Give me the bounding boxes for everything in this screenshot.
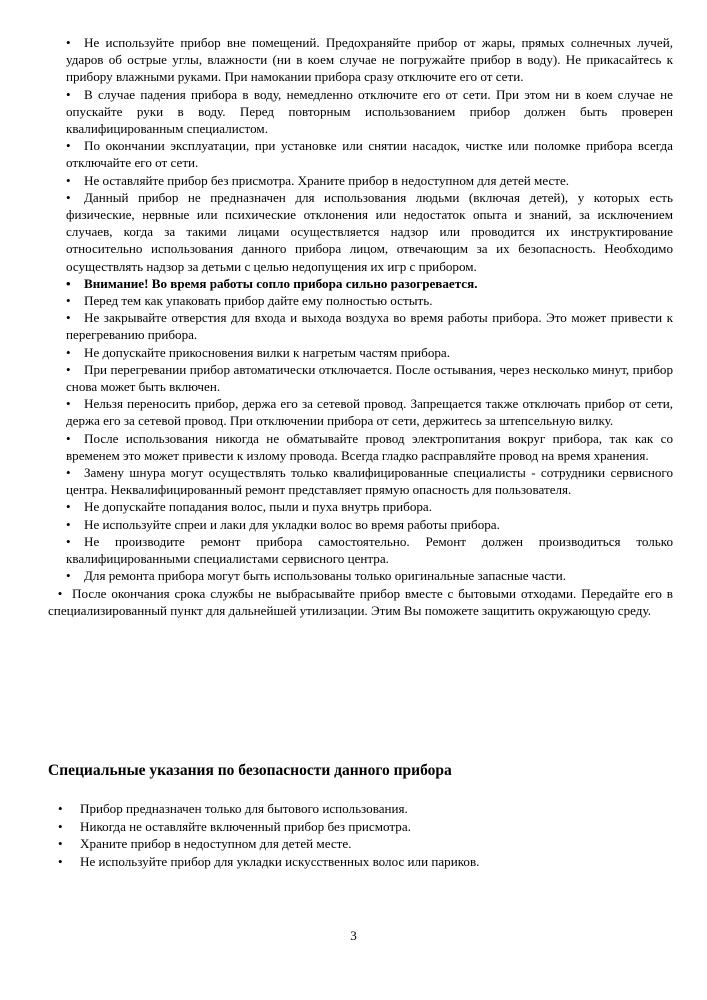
- special-instructions-list: [80, 800, 479, 870]
- list-item: • Никогда не оставляйте включенный прибор без присмотра.: [80, 818, 479, 836]
- warning-rule-text: Внимание! Во время работы сопло прибора сильно разогревается.: [84, 275, 478, 291]
- safety-rule: [66, 34, 673, 86]
- safety-rule: [66, 498, 673, 515]
- safety-rule: [66, 567, 673, 584]
- safety-rule-text: Замену шнура могут осуществлять только квалифицированные специалисты - сотрудники сервисного центра. Неквалифицированный ремонт представляет прямую опасность для пользователя.: [66, 465, 673, 498]
- safety-rule: [66, 395, 673, 429]
- bullet-icon: [66, 361, 84, 378]
- safety-rule-text: Не используйте прибор вне помещений. Предохраняйте прибор от жары, прямых солнечных лучей, ударов об острые углы, влажности (ни в коем случае не погружайте прибор в воду). Не прикасайтесь к прибору влажными руками. При намокании прибора сразу отключите его от сети.: [66, 35, 673, 85]
- bullet-icon: [66, 533, 84, 550]
- safety-rule: [66, 309, 673, 343]
- warning-rule: [66, 275, 673, 292]
- list-item: • Прибор предназначен только для бытового использования.: [80, 800, 479, 818]
- bullet-icon: [66, 34, 84, 51]
- safety-rule-text: Не производите ремонт прибора самостоятельно. Ремонт должен производиться только квалифицированными специалистами сервисного центра.: [66, 533, 673, 567]
- bullet-icon: [66, 344, 84, 361]
- safety-rule-text: Данный прибор не предназначен для использования людьми (включая детей), у которых есть физические, нервные или психические отклонения или недостаток опыта и знаний, за исключением случаев, когда за такими лицами осуществляется надзор или проводится их инструктирование относительно использования данного прибора лицом, отвечающим за их безопасность. Необходимо осуществлять надзор за детьми с целью недопущения их игр с прибором.: [66, 189, 673, 274]
- safety-rule-text: Не используйте спреи и лаки для укладки волос во время работы прибора.: [84, 516, 500, 532]
- safety-rule-text: При перегревании прибор автоматически отключается. После остывания, через несколько минут, прибор снова может быть включен.: [66, 361, 673, 395]
- safety-rule-text: Не оставляйте прибор без присмотра. Храните прибор в недоступном для детей месте.: [84, 172, 570, 188]
- bullet-icon: [66, 430, 84, 447]
- safety-rule-text: По окончании эксплуатации, при установке или снятии насадок, чистке или поломке прибора всегда отключайте его от сети.: [66, 138, 673, 171]
- bullet-icon: [66, 395, 84, 412]
- bullet-icon: [66, 86, 84, 103]
- safety-rule: [66, 516, 673, 533]
- bullet-icon: [66, 309, 84, 326]
- bullet-icon: [66, 567, 84, 584]
- disposal-rule-text: После окончания срока службы не выбрасывайте прибор вместе с бытовыми отходами. Передайте его в специализированный пункт для дальнейшей утилизации. Этим Вы поможете защитить окружающую среду.: [48, 585, 673, 618]
- bullet-icon: [66, 275, 84, 292]
- safety-rule: [66, 189, 673, 275]
- special-instructions-heading: Специальные указания по безопасности данного прибора: [48, 762, 452, 779]
- safety-rule: [66, 86, 673, 138]
- bullet-icon: [66, 498, 84, 515]
- safety-rule-text: После использования никогда не обматывайте провод электропитания вокруг прибора, так как со временем это может привести к излому провода. Всегда гладко расправляйте провод на время хранения.: [66, 430, 673, 463]
- bullet-icon: [48, 585, 72, 602]
- safety-rule: [66, 533, 673, 567]
- safety-rule: [66, 292, 673, 309]
- safety-rule: [66, 361, 673, 395]
- safety-rule: [66, 172, 673, 189]
- safety-rule: [66, 430, 673, 464]
- safety-rule-text: Не закрывайте отверстия для входа и выхода воздуха во время работы прибора. Это может привести к перегреванию прибора.: [66, 310, 673, 343]
- list-item: • Храните прибор в недоступном для детей месте.: [80, 835, 479, 853]
- bullet-icon: [66, 292, 84, 309]
- safety-rule: [66, 464, 673, 498]
- list-item: • Не используйте прибор для укладки искусственных волос или париков.: [80, 853, 479, 871]
- bullet-icon: [66, 172, 84, 189]
- safety-rule-text: В случае падения прибора в воду, немедленно отключите его от сети. При этом ни в коем случае не опускайте руки в воду. Перед повторным использованием прибор должен быть проверен квалифицированным специалистом.: [66, 86, 673, 137]
- page-number: 3: [350, 928, 357, 943]
- bullet-icon: [66, 189, 84, 206]
- safety-rule-text: Нельзя переносить прибор, держа его за сетевой провод. Запрещается также отключать прибор от сети, держа его за сетевой провод. При отключении прибора от сети, держитесь за штепсельную вилку.: [66, 396, 673, 429]
- safety-rule-text: Не допускайте прикосновения вилки к нагретым частям прибора.: [84, 344, 450, 360]
- disposal-rule: [48, 585, 673, 619]
- safety-rule-text: Перед тем как упаковать прибор дайте ему полностью остыть.: [84, 293, 433, 309]
- bullet-icon: [66, 464, 84, 481]
- safety-rules-list: [48, 34, 673, 619]
- safety-rule: [66, 344, 673, 361]
- safety-rule-text: Для ремонта прибора могут быть использованы только оригинальные запасные части.: [84, 568, 567, 584]
- bullet-icon: [66, 137, 84, 154]
- safety-rule: [66, 137, 673, 171]
- bullet-icon: [66, 516, 84, 533]
- safety-rule-text: Не допускайте попадания волос, пыли и пуха внутрь прибора.: [84, 499, 433, 515]
